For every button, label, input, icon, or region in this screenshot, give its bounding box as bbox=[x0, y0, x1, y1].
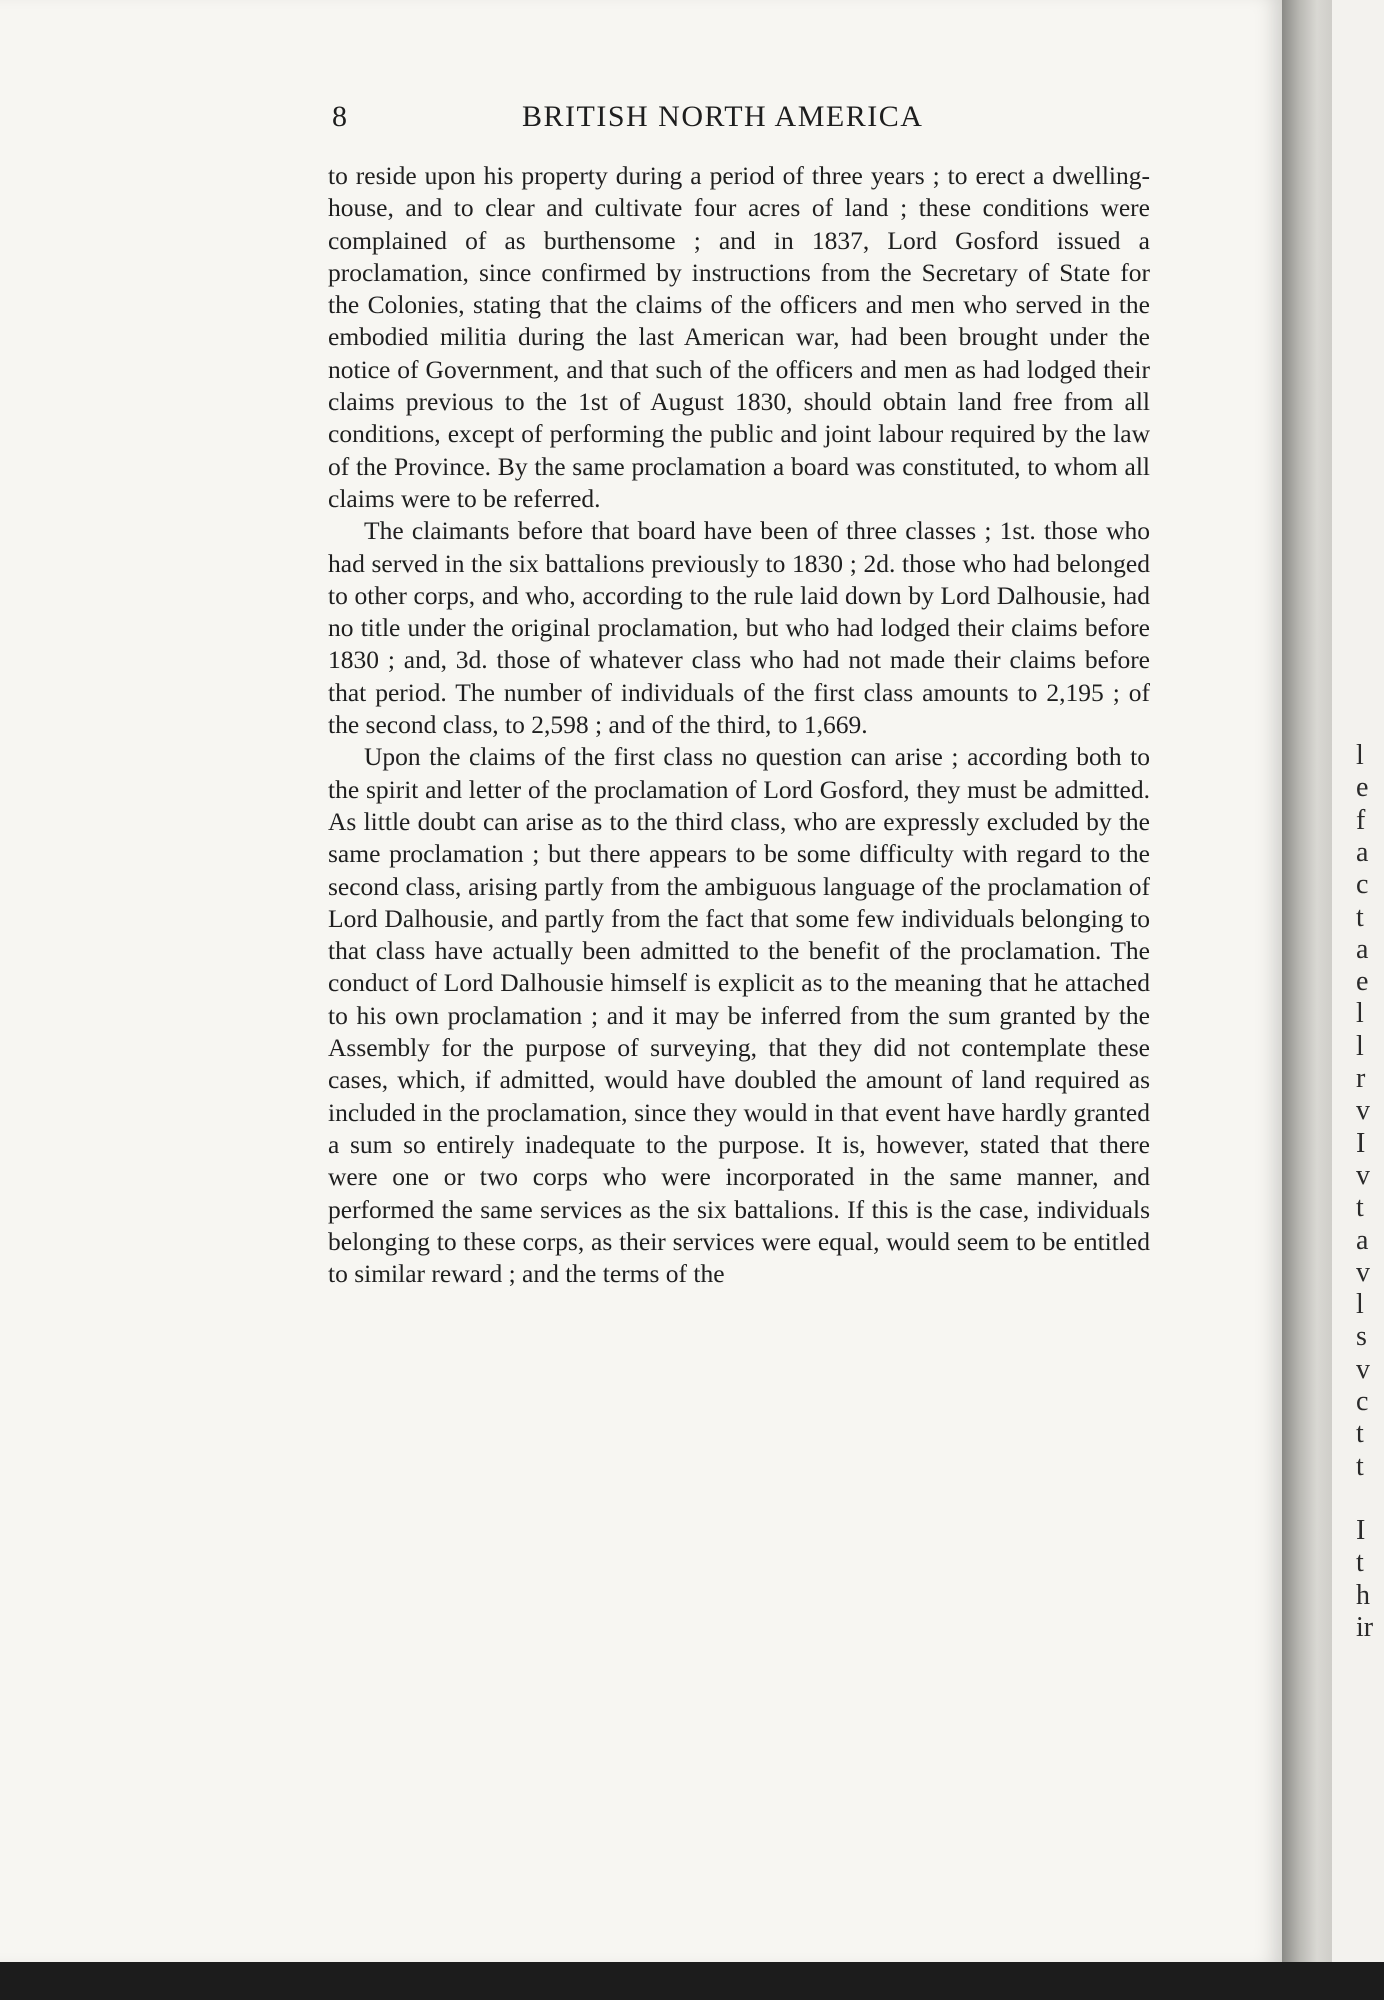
facing-page-fragment: a bbox=[1356, 836, 1369, 868]
facing-page-fragment: t bbox=[1356, 1450, 1364, 1482]
facing-page-fragment: v bbox=[1356, 1159, 1370, 1191]
facing-page-fragment: a bbox=[1356, 1224, 1369, 1256]
facing-page-fragment: t bbox=[1356, 1547, 1364, 1579]
paragraph-claimants: The claimants before that board have been of three classes ; 1st. those who had served in the six battalions previously to 1830 ; 2d. those who had belonged to other corps, and who, according to the rule laid down by Lord Dalhousie, had no title under the original proclamation, but who had lodged their claims before 1830 ; and, 3d. those of whatever class who had not made their claims before that period. The number of individuals of the first class amounts to 2,195 ; of the second class, to 2,598 ; and of the third, to 1,669. bbox=[328, 516, 1150, 740]
facing-page-fragment: t bbox=[1356, 1192, 1364, 1224]
facing-page-fragment: c bbox=[1356, 869, 1369, 901]
facing-page-fragment: t bbox=[1356, 1418, 1364, 1450]
facing-page-fragment: l bbox=[1356, 1030, 1364, 1062]
facing-page-fragment: v bbox=[1356, 1095, 1370, 1127]
facing-page-fragment: a bbox=[1356, 933, 1369, 965]
facing-page-fragment: I bbox=[1356, 1514, 1366, 1546]
paragraph-continued: to reside upon his property during a period of three years ; to erect a dwelling-house, and to clear and cultivate four acres of land ; these conditions were complained of as burthensome ; and in 1837, Lord Gosford issued a proclamation, since confirmed by instructions from the Secretary of State for the Colonies, stating that the claims of the officers and men who served in the embodied militia during the last American war, had been brought under the notice of Government, and that such of the officers and men as had lodged their claims previous to the 1st of August 1830, should obtain land free from all conditions, except of performing the public and joint labour required by the law of the Province. By the same proclamation a board was constituted, to whom all claims were to be referred. bbox=[328, 161, 1150, 513]
facing-page-fragment: f bbox=[1356, 804, 1366, 836]
facing-page-fragment: ir bbox=[1356, 1611, 1374, 1643]
body-text bbox=[328, 160, 1150, 1290]
facing-page-edge bbox=[1332, 0, 1384, 1962]
facing-page-fragment: s bbox=[1356, 1321, 1367, 1353]
facing-page-fragment: t bbox=[1356, 901, 1364, 933]
facing-page-fragment: l bbox=[1356, 740, 1364, 771]
paragraph-first-class: Upon the claims of the first class no question can arise ; according both to the spirit and letter of the proclamation of Lord Gosford, they must be admitted. As little doubt can arise as to the third class, who are expressly excluded by the same proclamation ; but there appears to be some difficulty with regard to the second class, arising partly from the ambiguous language of the proclamation of Lord Dalhousie, and partly from the fact that some few individuals belonging to that class have actually been admitted to the benefit of the proclamation. The conduct of Lord Dalhousie himself is explicit as to the meaning that he attached to his own proclamation ; and it may be inferred from the sum granted by the Assembly for the purpose of surveying, that they did not contemplate these cases, which, if admitted, would have doubled the amount of land required as included in the proclamation, since they would in that event have hardly granted a sum so entirely inadequate to the purpose. It is, however, stated that there were one or two corps who were incorporated in the same manner, and performed the same services as the six battalions. If this is the case, individuals belonging to these corps, as their services were equal, would seem to be entitled to similar reward ; and the terms of the bbox=[328, 742, 1150, 1289]
facing-page-fragment: c bbox=[1356, 1386, 1369, 1417]
facing-page-fragment: I bbox=[1356, 1127, 1366, 1159]
facing-page-fragment: v bbox=[1356, 1256, 1370, 1288]
running-head: BRITISH NORTH AMERICA bbox=[522, 100, 924, 133]
book-gutter bbox=[1282, 0, 1332, 1962]
page-header bbox=[332, 100, 972, 140]
facing-page-fragment: v bbox=[1356, 1353, 1370, 1385]
page-number: 8 bbox=[332, 100, 347, 133]
facing-page-fragment: l bbox=[1356, 1289, 1364, 1321]
facing-page-fragment: e bbox=[1356, 772, 1369, 804]
facing-page-fragment: h bbox=[1356, 1579, 1370, 1611]
facing-page-fragment: e bbox=[1356, 966, 1369, 998]
facing-page-fragment: l bbox=[1356, 998, 1364, 1030]
facing-page-fragment: r bbox=[1356, 1063, 1366, 1094]
